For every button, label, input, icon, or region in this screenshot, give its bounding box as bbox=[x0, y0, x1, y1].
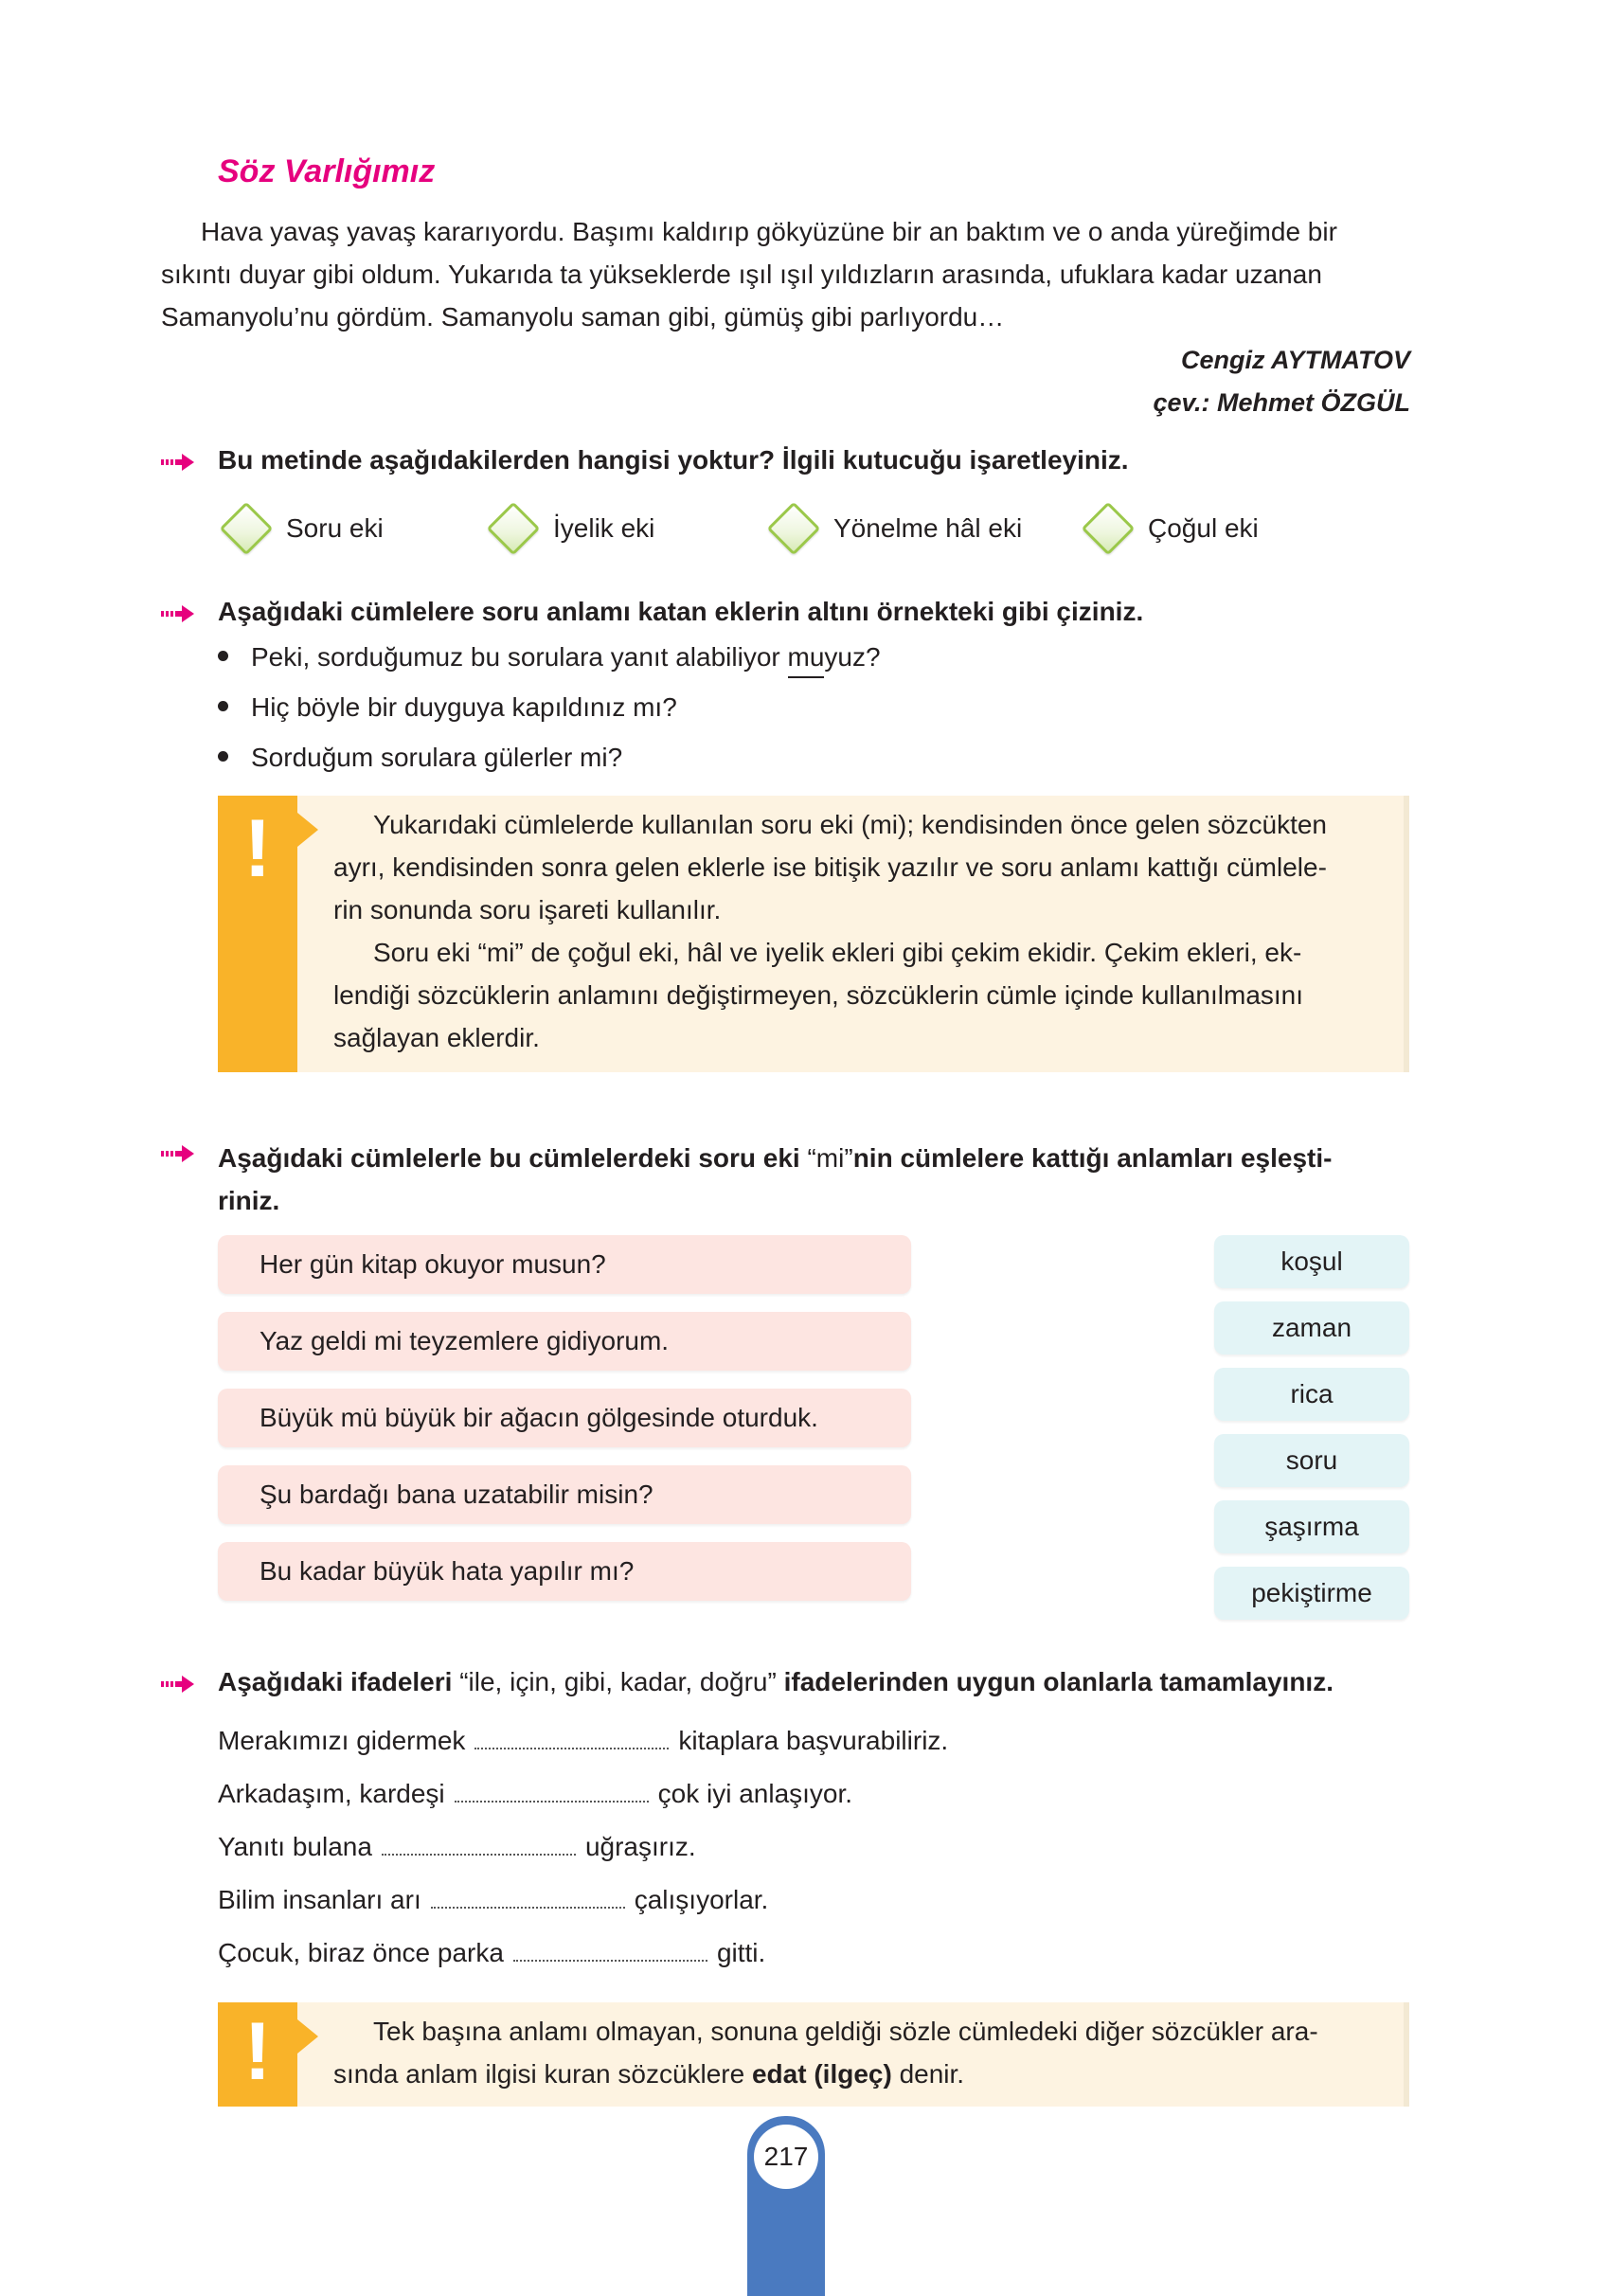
checkbox-diamond-icon[interactable] bbox=[487, 502, 541, 556]
checkbox-option[interactable] bbox=[765, 500, 1022, 557]
question-1: Bu metinde aşağıdakilerden hangisi yoktur? İlgili kutucuğu işaretleyiniz. bbox=[218, 445, 1129, 475]
blank-field[interactable] bbox=[431, 1890, 625, 1909]
note-text bbox=[333, 803, 1377, 1059]
fill-blank-line bbox=[218, 1779, 852, 1809]
note-line: Tek başına anlamı olmayan, sonuna geldiği sözle cümledeki diğer sözcükler ara- bbox=[373, 2017, 1318, 2046]
checkbox-label: Soru eki bbox=[286, 513, 384, 543]
note-line: sağlayan eklerdir. bbox=[333, 1023, 540, 1052]
fill-before: Merakımızı gidermek bbox=[218, 1726, 466, 1755]
question-arrow-icon bbox=[161, 1675, 195, 1694]
note-line bbox=[333, 2053, 1377, 2095]
blank-field[interactable] bbox=[513, 1943, 707, 1962]
page-number: 217 bbox=[754, 2125, 818, 2189]
question-quote: “ile, için, gibi, kadar, doğru” bbox=[459, 1667, 777, 1696]
bullet-sentence bbox=[218, 743, 622, 773]
bullet-sentence bbox=[218, 642, 881, 673]
fill-after: çok iyi anlaşıyor. bbox=[657, 1779, 853, 1808]
fill-blank-line bbox=[218, 1832, 696, 1862]
fill-blank-line bbox=[218, 1726, 948, 1756]
question-2: Aşağıdaki cümlelere soru anlamı katan eklerin altını örnekteki gibi çiziniz. bbox=[218, 597, 1144, 626]
passage-author: Cengiz AYTMATOV bbox=[1181, 346, 1410, 374]
reading-passage bbox=[161, 210, 1411, 338]
match-sentence[interactable]: Yaz geldi mi teyzemlere gidiyorum. bbox=[218, 1312, 911, 1371]
sentence-text: Peki, sorduğumuz bu sorulara yanıt alabiliyor bbox=[251, 642, 788, 672]
note-tab bbox=[297, 813, 318, 847]
bullet-dot-icon bbox=[218, 701, 228, 711]
question-4 bbox=[218, 1667, 1334, 1697]
note-line: rin sonunda soru işareti kullanılır. bbox=[333, 895, 722, 924]
note-tab bbox=[297, 2019, 318, 2054]
sentence-text: Sorduğum sorulara gülerler mi? bbox=[251, 743, 623, 772]
match-meaning[interactable]: pekiştirme bbox=[1214, 1567, 1409, 1620]
fill-before: Arkadaşım, kardeşi bbox=[218, 1779, 445, 1808]
fill-after: çalışıyorlar. bbox=[634, 1885, 769, 1914]
question-text: ifadelerinden uygun olanlarla tamamlayınız. bbox=[776, 1667, 1334, 1696]
fill-before: Bilim insanları arı bbox=[218, 1885, 421, 1914]
note-term: edat (ilgeç) bbox=[751, 2059, 892, 2089]
fill-blank-line bbox=[218, 1938, 765, 1968]
match-sentence[interactable]: Şu bardağı bana uzatabilir misin? bbox=[218, 1465, 911, 1524]
checkbox-diamond-icon[interactable] bbox=[1082, 502, 1136, 556]
match-sentence[interactable]: Her gün kitap okuyor musun? bbox=[218, 1235, 911, 1294]
note-line: Soru eki “mi” de çoğul eki, hâl ve iyelik ekleri gibi çekim ekidir. Çekim ekleri, ek- bbox=[373, 938, 1302, 967]
fill-blank-line bbox=[218, 1885, 768, 1915]
blank-field[interactable] bbox=[455, 1784, 649, 1803]
question-arrow-icon bbox=[161, 453, 195, 472]
note-text-part: sında anlam ilgisi kuran sözcüklere bbox=[333, 2059, 752, 2089]
definition-note bbox=[218, 2002, 1409, 2107]
note-line: Yukarıdaki cümlelerde kullanılan soru eki (mi); kendisinden önce gelen sözcükten bbox=[373, 810, 1327, 839]
match-meaning[interactable]: koşul bbox=[1214, 1235, 1409, 1288]
fill-after: uğraşırız. bbox=[584, 1832, 696, 1861]
bullet-dot-icon bbox=[218, 651, 228, 661]
passage-line: Hava yavaş yavaş kararıyordu. Başımı kaldırıp gökyüzüne bir an baktım ve o anda yüreğimde bir bbox=[201, 217, 1337, 246]
passage-line: Samanyolu’nu gördüm. Samanyolu saman gibi, gümüş gibi parlıyordu… bbox=[161, 302, 1005, 332]
checkbox-diamond-icon[interactable] bbox=[220, 502, 274, 556]
checkbox-option[interactable] bbox=[218, 500, 384, 557]
exclamation-icon: ! bbox=[243, 2006, 272, 2097]
note-line: ayrı, kendisinden sonra gelen eklerle ise bitişik yazılır ve soru anlamı kattığı cümlele- bbox=[333, 852, 1327, 882]
fill-before: Çocuk, biraz önce parka bbox=[218, 1938, 504, 1967]
passage-line: sıkıntı duyar gibi oldum. Yukarıda ta yükseklerde ışıl ışıl yıldızların arasında, ufuklara kadar uzanan bbox=[161, 260, 1322, 289]
bullet-sentence bbox=[218, 692, 677, 723]
section-heading: Söz Varlığımız bbox=[218, 153, 436, 189]
sentence-text: yuz? bbox=[824, 642, 881, 672]
match-sentence[interactable]: Bu kadar büyük hata yapılır mı? bbox=[218, 1542, 911, 1601]
blank-field[interactable] bbox=[382, 1837, 576, 1856]
info-note bbox=[218, 796, 1409, 1072]
question-text: nin cümlelere kattığı anlamları eşleşti- bbox=[852, 1143, 1333, 1173]
checkbox-diamond-icon[interactable] bbox=[767, 502, 821, 556]
checkbox-option[interactable] bbox=[1080, 500, 1259, 557]
bullet-dot-icon bbox=[218, 751, 228, 762]
fill-after: gitti. bbox=[716, 1938, 766, 1967]
match-meaning[interactable]: şaşırma bbox=[1214, 1500, 1409, 1553]
question-text: Aşağıdaki cümlelerle bu cümlelerdeki soru eki bbox=[218, 1143, 808, 1173]
match-sentence[interactable]: Büyük mü büyük bir ağacın gölgesinde oturduk. bbox=[218, 1389, 911, 1447]
note-text-part: denir. bbox=[891, 2059, 965, 2089]
note-line: lendiği sözcüklerin anlamını değiştirmeyen, sözcüklerin cümle içinde kullanılmasını bbox=[333, 980, 1304, 1010]
question-text: Aşağıdaki ifadeleri bbox=[218, 1667, 460, 1696]
underlined-suffix: mu bbox=[787, 642, 825, 672]
checkbox-label: İyelik eki bbox=[553, 513, 655, 543]
match-meaning[interactable]: zaman bbox=[1214, 1301, 1409, 1354]
checkbox-label: Yönelme hâl eki bbox=[833, 513, 1023, 543]
checkbox-label: Çoğul eki bbox=[1148, 513, 1259, 543]
passage-translator: çev.: Mehmet ÖZGÜL bbox=[1153, 388, 1410, 417]
fill-after: kitaplara başvurabiliriz. bbox=[678, 1726, 949, 1755]
note-text bbox=[333, 2010, 1377, 2095]
checkbox-option[interactable] bbox=[485, 500, 654, 557]
question-arrow-icon bbox=[161, 1144, 195, 1163]
question-quote: “mi” bbox=[807, 1143, 853, 1173]
fill-before: Yanıtı bulana bbox=[218, 1832, 372, 1861]
exclamation-icon: ! bbox=[243, 803, 272, 894]
question-arrow-icon bbox=[161, 604, 195, 623]
blank-field[interactable] bbox=[474, 1731, 669, 1749]
match-meaning[interactable]: rica bbox=[1214, 1368, 1409, 1421]
question-3 bbox=[218, 1137, 1332, 1222]
sentence-text: Hiç böyle bir duyguya kapıldınız mı? bbox=[251, 692, 677, 722]
match-meaning[interactable]: soru bbox=[1214, 1434, 1409, 1487]
question-text: riniz. bbox=[218, 1186, 280, 1215]
